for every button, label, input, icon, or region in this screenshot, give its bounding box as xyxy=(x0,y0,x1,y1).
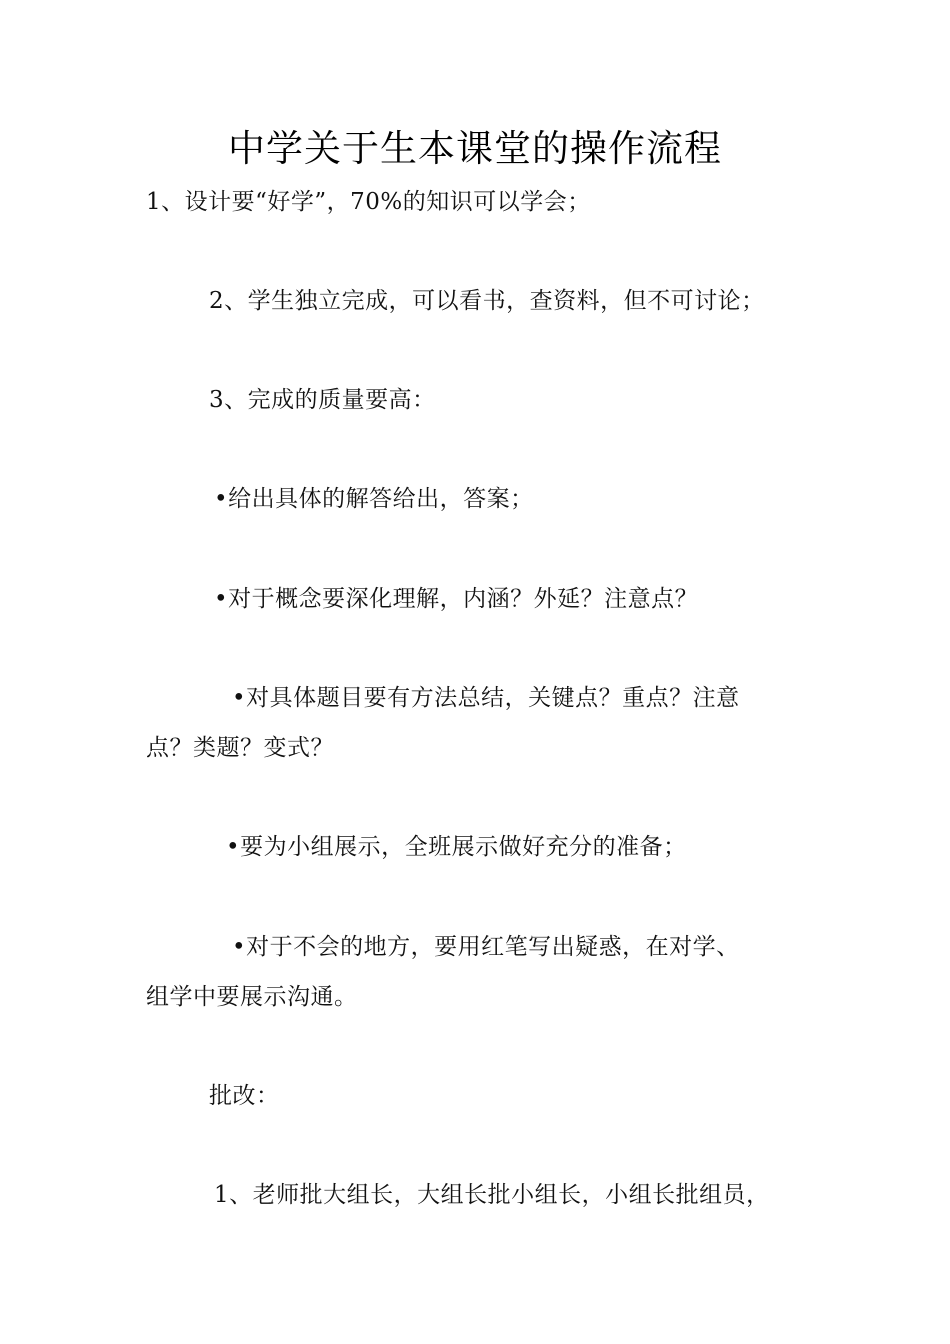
paragraph-line-2: 2、学生独立完成，可以看书，查资料，但不可讨论； xyxy=(209,288,765,314)
paragraph-line-3: 3、完成的质量要高： xyxy=(209,387,436,413)
document-title: 中学关于生本课堂的操作流程 xyxy=(228,127,722,170)
bullet-line-1: •给出具体的解答给出，答案； xyxy=(214,486,534,512)
bullet-line-3: •对具体题目要有方法总结，关键点？重点？注意 xyxy=(232,685,740,711)
bullet-line-5: •对于不会的地方，要用红笔写出疑惑，在对学、 xyxy=(232,934,740,960)
paragraph-line-grading-1: 1、老师批大组长，大组长批小组长，小组长批组员， xyxy=(214,1182,770,1208)
paragraph-line-1: 1、设计要“好学”，70%的知识可以学会； xyxy=(146,189,591,215)
section-heading-grading: 批改： xyxy=(209,1083,280,1109)
bullet-line-5-continued: 组学中要展示沟通。 xyxy=(146,984,358,1010)
bullet-line-2: •对于概念要深化理解，内涵？外延？注意点？ xyxy=(214,586,699,612)
bullet-line-3-continued: 点？类题？变式？ xyxy=(146,735,334,761)
bullet-line-4: •要为小组展示，全班展示做好充分的准备； xyxy=(226,834,687,860)
